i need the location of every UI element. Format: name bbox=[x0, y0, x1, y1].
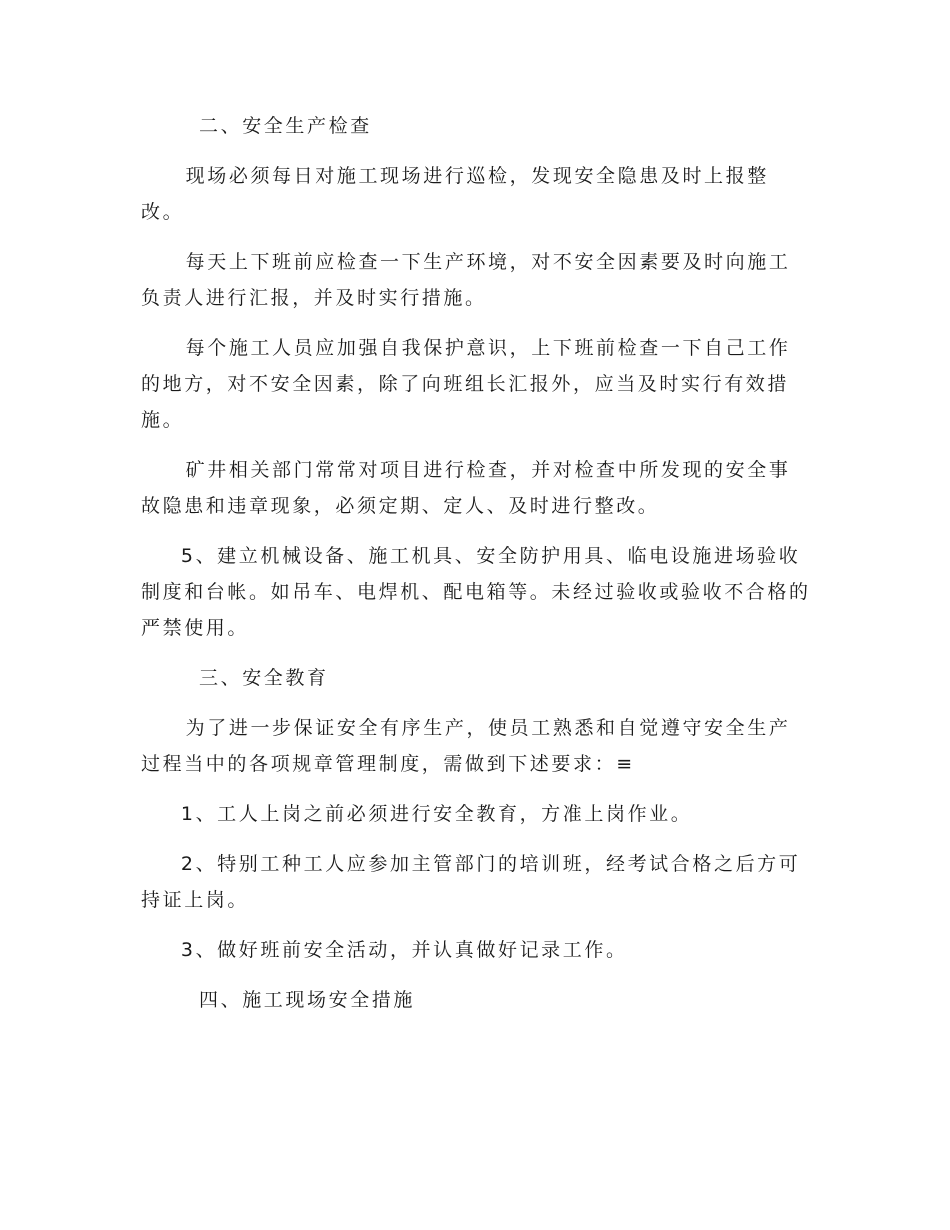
paragraph-education-intro: 为了进一步保证安全有序生产，使员工熟悉和自觉遵守安全生产过程当中的各项规章管理制度，需做到下述要求：≡ bbox=[141, 717, 791, 775]
list-item-5-acceptance: 5、建立机械设备、施工机具、安全防护用具、临电设施进场验收制度和台帐。如吊车、电焊机、配电箱等。未经过验收或验收不合格的严禁使用。 bbox=[141, 545, 811, 639]
paragraph-department-inspection: 矿井相关部门常常对项目进行检查，并对检查中所发现的安全事故隐患和违章现象，必须定期、定人、及时进行整改。 bbox=[141, 459, 791, 517]
section-heading-education: 三、安全教育 bbox=[199, 667, 329, 689]
list-item-3-records: 3、做好班前安全活动，并认真做好记录工作。 bbox=[180, 939, 628, 961]
list-item-1-training: 1、工人上岗之前必须进行安全教育，方准上岗作业。 bbox=[180, 803, 693, 825]
paragraph-shift-check: 每天上下班前应检查一下生产环境，对不安全因素要及时向施工负责人进行汇报，并及时实行措施。 bbox=[141, 251, 791, 309]
section-heading-inspection: 二、安全生产检查 bbox=[199, 115, 372, 137]
paragraph-daily-patrol: 现场必须每日对施工现场进行巡检，发现安全隐患及时上报整改。 bbox=[141, 165, 769, 223]
section-heading-site-safety: 四、施工现场安全措施 bbox=[199, 989, 416, 1011]
list-item-2-certification: 2、特别工种工人应参加主管部门的培训班，经考试合格之后方可持证上岗。 bbox=[141, 853, 801, 911]
paragraph-self-protection: 每个施工人员应加强自我保护意识，上下班前检查一下自己工作的地方，对不安全因素，除了向班组长汇报外，应当及时实行有效措施。 bbox=[141, 337, 791, 431]
document-body bbox=[141, 108, 811, 1032]
